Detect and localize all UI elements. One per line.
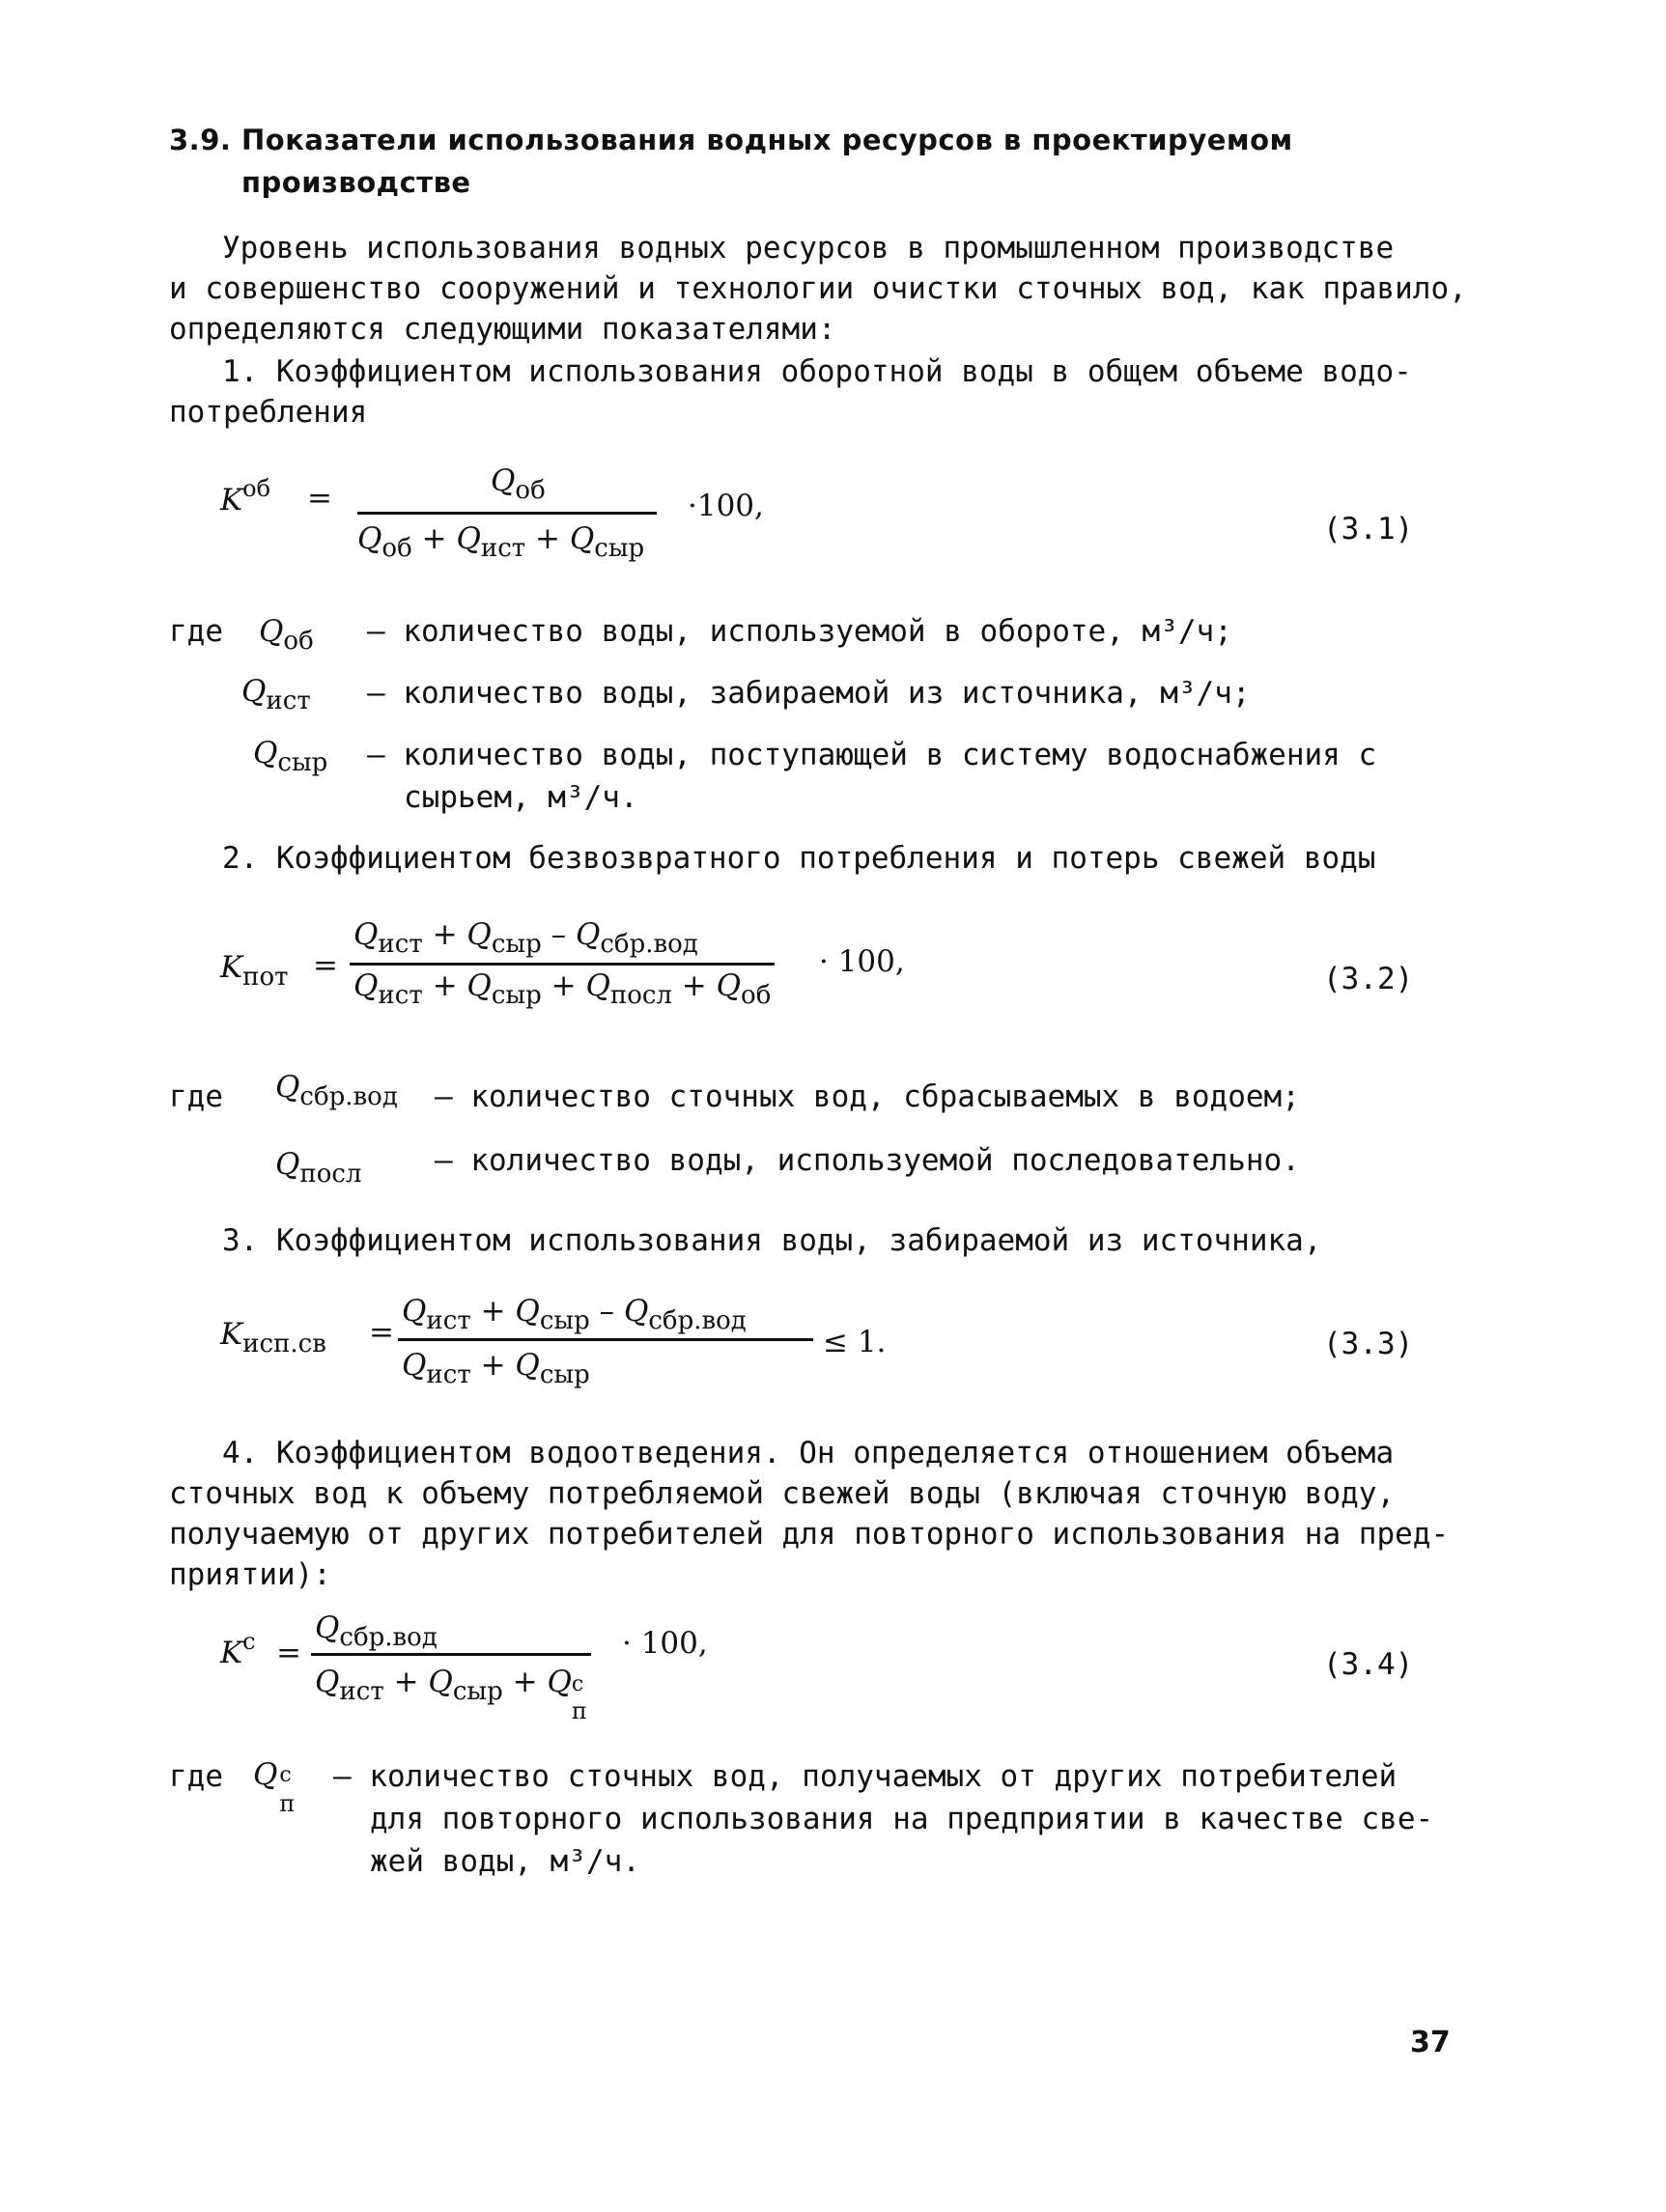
- eq3-fraction-bar: [398, 1338, 813, 1341]
- eq1-numerator: $Q_{об}$: [491, 463, 546, 505]
- eq4-equals: =: [276, 1636, 301, 1670]
- eq4-lhs: $K^с$: [220, 1628, 256, 1670]
- item4-line1: 4. Коэффициентом водоотведения. Он определяется отношением объема: [222, 1436, 1395, 1470]
- eq1-lhs: $K^{об}$: [220, 475, 271, 518]
- eq1-tail: ·100,: [688, 489, 764, 523]
- section-number: 3.9.: [169, 124, 232, 156]
- eq3-number: (3.3): [1323, 1327, 1414, 1361]
- section-heading: [169, 124, 1293, 156]
- item3-line1: 3. Коэффициентом использования воды, забираемой из источника,: [222, 1223, 1322, 1258]
- item1-line1: 1. Коэффициентом использования оборотной воды в общем объеме водо-: [222, 354, 1412, 389]
- where4-def-line2: для повторного использования на предприятии в качестве све-: [370, 1802, 1434, 1836]
- where2-def-1: – количество сточных вод, сбрасываемых в водоем;: [435, 1079, 1300, 1114]
- page-number: 37: [1410, 2026, 1451, 2059]
- where1-label: где: [169, 614, 223, 649]
- item2-line1: 2. Коэффициентом безвозвратного потребления и потерь свежей воды: [222, 841, 1376, 876]
- eq1-equals: =: [307, 481, 332, 516]
- where2-sym-2: $Q_{посл}$: [275, 1147, 362, 1189]
- eq1-fraction-bar: [357, 512, 657, 515]
- where1-def-2: – количество воды, забираемой из источника, м³/ч;: [367, 676, 1251, 711]
- where2-sym-1: $Q_{сбр.вод}$: [275, 1070, 398, 1111]
- where1-def-1: – количество воды, используемой в обороте, м³/ч;: [367, 614, 1232, 649]
- intro-line3: определяются следующими показателями:: [169, 312, 836, 347]
- eq1-number: (3.1): [1323, 512, 1414, 546]
- eq1-denominator: $Q_{об} + Q_{ист} + Q_{сыр}$: [357, 521, 645, 563]
- section-title-line1: Показатели использования водных ресурсов в проектируемом: [241, 124, 1293, 156]
- eq3-tail: ≤ 1.: [823, 1325, 887, 1359]
- intro-line2: и совершенство сооружений и технологии очистки сточных вод, как правило,: [169, 271, 1467, 306]
- eq3-lhs: $K_{исп.св}$: [220, 1317, 326, 1358]
- eq2-lhs: $K_{пот}$: [220, 950, 289, 992]
- item4-line4: приятии):: [169, 1557, 331, 1592]
- where2-label: где: [169, 1079, 223, 1114]
- eq2-fraction-bar: [350, 963, 775, 966]
- where4-label: где: [169, 1759, 223, 1794]
- eq2-equals: =: [313, 948, 338, 983]
- item4-line3: получаемую от других потребителей для повторного использования на пред-: [169, 1517, 1450, 1552]
- where4-def-line1: – количество сточных вод, получаемых от других потребителей: [333, 1759, 1398, 1794]
- section-title-line2: производстве: [241, 166, 471, 199]
- where1-sym-1: $Q_{об}$: [259, 614, 314, 656]
- eq4-denominator: $Q_{ист} + Q_{сыр} + Q$ с п: [315, 1665, 587, 1724]
- eq3-equals: =: [369, 1315, 394, 1350]
- where1-def-3-cont: сырьем, м³/ч.: [404, 780, 638, 815]
- item4-line2: сточных вод к объему потребляемой свежей воды (включая сточную воду,: [169, 1476, 1396, 1511]
- eq2-number: (3.2): [1323, 962, 1414, 996]
- eq4-tail: · 100,: [622, 1626, 708, 1661]
- eq3-denominator: $Q_{ист} + Q_{сыр}$: [402, 1348, 590, 1389]
- item1-line2: потребления: [169, 395, 368, 430]
- eq4-number: (3.4): [1323, 1647, 1414, 1682]
- eq3-numerator: $Q_{ист} + Q_{сыр} - Q_{сбр.вод}$: [402, 1294, 747, 1335]
- where1-def-3: – количество воды, поступающей в систему водоснабжения с: [367, 738, 1377, 772]
- where2-def-2: – количество воды, используемой последовательно.: [435, 1143, 1300, 1178]
- eq4-numerator: $Q_{сбр.вод}$: [315, 1610, 438, 1652]
- eq2-numerator: $Q_{ист} + Q_{сыр} - Q_{сбр.вод}$: [353, 917, 698, 959]
- eq2-tail: · 100,: [819, 944, 905, 979]
- eq2-denominator: $Q_{ист} + Q_{сыр} + Q_{посл} + Q_{об}$: [353, 968, 772, 1010]
- intro-line1: Уровень использования водных ресурсов в промышленном производстве: [222, 231, 1395, 266]
- where1-sym-3: $Q_{сыр}$: [253, 736, 328, 777]
- where4-sym: Q с п: [253, 1757, 296, 1817]
- where4-def-line3: жей воды, м³/ч.: [370, 1844, 640, 1879]
- eq4-fraction-bar: [311, 1653, 591, 1656]
- where1-sym-2: $Q_{ист}$: [241, 674, 311, 715]
